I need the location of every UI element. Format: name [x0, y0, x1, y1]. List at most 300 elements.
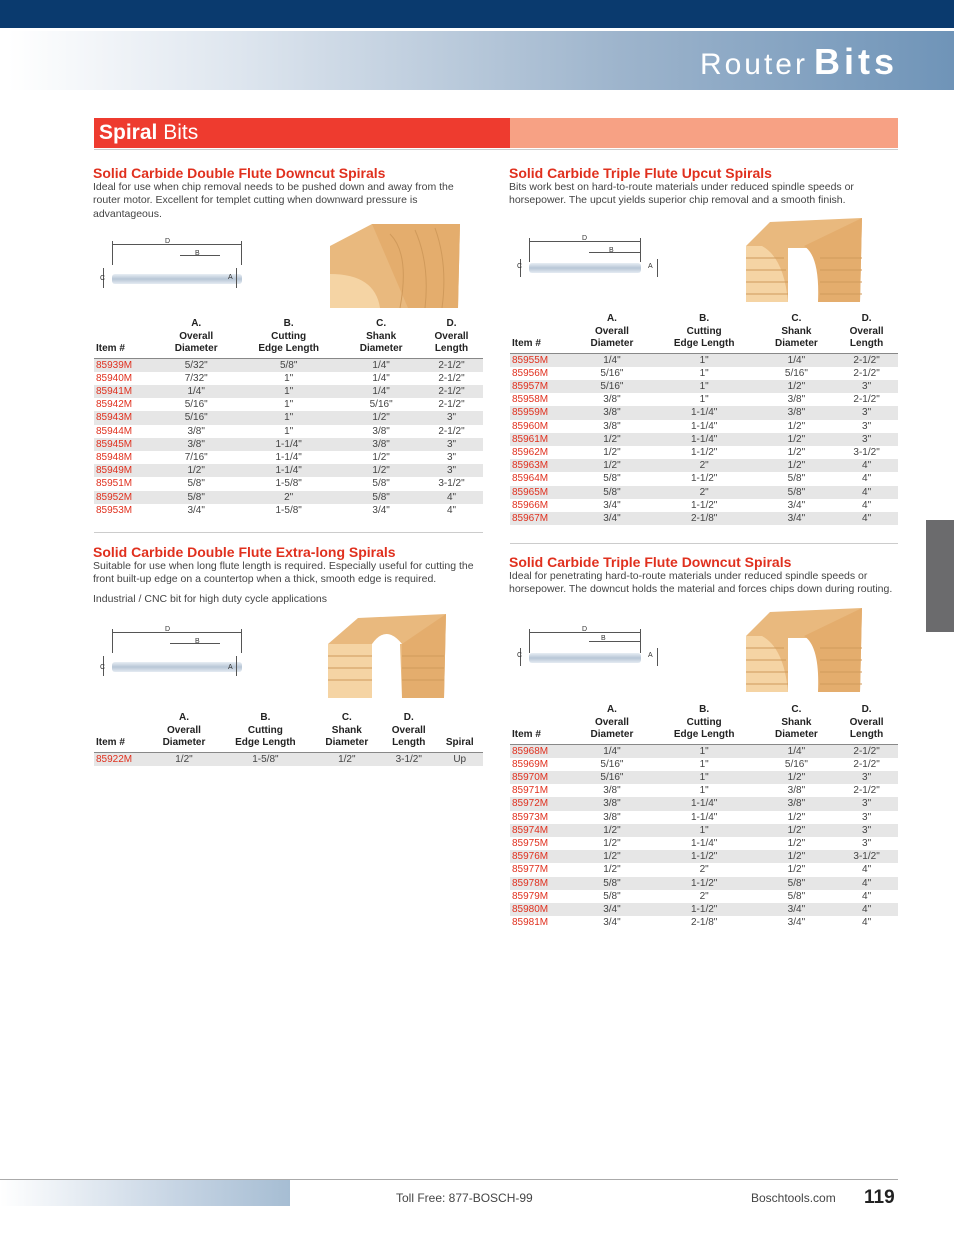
item-number[interactable]: 85972M	[510, 797, 573, 810]
table-cell: 3"	[446, 451, 457, 463]
divider	[94, 149, 898, 150]
table-cell: 1/4"	[157, 385, 235, 398]
spec-table-b1	[94, 318, 483, 517]
table-row	[510, 903, 898, 916]
table-cell: 4"	[862, 473, 872, 485]
table-cell: 5/16"	[784, 758, 808, 770]
table-cell: 1/2"	[787, 864, 806, 876]
table-cell: 3"	[835, 433, 898, 446]
spec-table-b3	[510, 313, 898, 525]
table-cell: 1/2"	[787, 837, 806, 849]
table-row	[510, 811, 898, 824]
table-cell: 1-1/4"	[651, 433, 758, 446]
table-cell: 1/4"	[758, 744, 836, 758]
table-cell: 3/8"	[787, 394, 806, 406]
table-row	[94, 451, 483, 464]
section-title-bold: Spiral	[99, 121, 158, 144]
table-cell: 3/4"	[372, 504, 390, 516]
table-row	[94, 438, 483, 451]
table-cell: 3/8"	[573, 797, 651, 810]
column-header: B. Cutting Edge Length	[673, 704, 735, 740]
table-cell: 1"	[284, 399, 294, 411]
item-number[interactable]: 85961M	[510, 433, 573, 446]
table-cell: 1-1/2"	[651, 903, 758, 916]
table-row	[94, 752, 483, 766]
dim-label-b: B	[195, 250, 200, 257]
table-cell: 3/4"	[758, 512, 836, 525]
dim-label-b: B	[601, 635, 606, 642]
page-number: 119	[864, 1187, 895, 1208]
website-link[interactable]: Boschtools.com	[751, 1191, 836, 1205]
table-cell: 1/4"	[573, 744, 651, 758]
bit-diagram-b1	[95, 238, 245, 292]
item-number[interactable]: 85967M	[510, 512, 573, 525]
table-row	[510, 367, 898, 380]
bit-diagram-b2	[95, 626, 245, 680]
table-cell: 5/8"	[573, 486, 651, 499]
section-title-light: Bits	[163, 121, 199, 144]
table-cell: 3/4"	[787, 917, 806, 929]
table-cell: 1"	[699, 785, 709, 797]
table-cell: 2-1/2"	[853, 758, 880, 770]
table-cell: 1-1/2"	[691, 499, 718, 511]
table-cell: 5/8"	[603, 473, 621, 485]
dim-label-c: C	[517, 652, 523, 659]
column-header: C. Shank Diameter	[359, 318, 403, 354]
table-cell: 5/16"	[184, 399, 208, 411]
item-number[interactable]: 85960M	[512, 420, 549, 432]
dim-label-d: D	[582, 235, 588, 242]
dim-label-d: D	[165, 626, 171, 633]
table-cell: 2-1/2"	[438, 399, 465, 411]
block-title: Solid Carbide Double Flute Extra-long Spirals	[93, 544, 396, 560]
footer-band	[0, 1179, 290, 1206]
table-row	[510, 499, 898, 512]
table-cell: 4"	[835, 459, 898, 472]
spec-table-b2	[94, 712, 483, 766]
table-cell: 2-1/2"	[853, 367, 880, 379]
table-cell: 3/8"	[157, 438, 235, 451]
table-cell: 3/8"	[603, 394, 621, 406]
item-number[interactable]: 85974M	[510, 824, 573, 837]
table-cell: 1/2"	[787, 420, 806, 432]
table-cell: 1/2"	[758, 824, 836, 837]
table-cell: 2-1/2"	[835, 353, 898, 367]
table-cell: 3/8"	[603, 785, 621, 797]
table-cell: 4"	[420, 491, 483, 504]
table-row	[510, 797, 898, 810]
item-number[interactable]: 85940M	[96, 372, 133, 384]
table-cell: 3"	[835, 406, 898, 419]
table-cell: 3-1/2"	[381, 752, 436, 766]
dim-label-a: A	[228, 664, 233, 671]
table-cell: 1"	[699, 758, 709, 770]
item-number[interactable]: 85978M	[510, 877, 573, 890]
footer-divider	[0, 1179, 898, 1180]
table-row	[510, 744, 898, 758]
item-number[interactable]: 85962M	[512, 446, 549, 458]
table-row	[510, 459, 898, 472]
column-header: B. Cutting Edge Length	[258, 318, 319, 354]
item-number[interactable]: 85943M	[94, 411, 157, 424]
table-cell: 1/2"	[758, 380, 836, 393]
item-number[interactable]: 85973M	[512, 811, 549, 823]
table-cell: 1/2"	[150, 752, 218, 766]
table-cell: 2-1/2"	[420, 358, 483, 372]
wood-profile-b3	[746, 218, 864, 304]
item-number[interactable]: 85976M	[510, 850, 573, 863]
item-number[interactable]: 85959M	[510, 406, 573, 419]
item-number[interactable]: 85944M	[96, 425, 133, 437]
table-cell: 5/8"	[787, 473, 806, 485]
table-row	[94, 411, 483, 424]
table-cell: 1/2"	[313, 752, 381, 766]
table-cell: 1/4"	[342, 385, 420, 398]
table-cell: 1-5/8"	[275, 478, 302, 490]
table-cell: 4"	[835, 903, 898, 916]
block-double-flute-extra-long	[93, 544, 482, 606]
table-cell: 3/8"	[787, 785, 806, 797]
section-bar-salmon	[510, 118, 898, 148]
table-cell: 1"	[651, 353, 758, 367]
column-header: A. Overall Diameter	[162, 712, 206, 748]
table-cell: 3/8"	[603, 811, 621, 823]
block-title: Solid Carbide Triple Flute Downcut Spirals	[509, 554, 792, 570]
table-cell: 3"	[862, 837, 872, 849]
dim-label-b: B	[195, 638, 200, 645]
block-title: Solid Carbide Triple Flute Upcut Spirals	[509, 165, 772, 181]
item-number[interactable]: 85977M	[512, 864, 549, 876]
block-triple-flute-upcut	[509, 165, 898, 208]
table-cell: 4"	[835, 486, 898, 499]
table-cell: 1-1/4"	[651, 406, 758, 419]
table-cell: 3-1/2"	[438, 478, 465, 490]
dim-label-c: C	[517, 263, 523, 270]
table-cell: 1"	[651, 824, 758, 837]
table-cell: 4"	[862, 864, 872, 876]
table-cell: 3"	[862, 811, 872, 823]
table-cell: 3"	[835, 797, 898, 810]
table-cell: 2"	[651, 486, 758, 499]
table-header	[94, 712, 483, 752]
section-bar	[94, 118, 898, 148]
page-title-light: Router	[699, 48, 808, 81]
table-cell: 2-1/2"	[853, 394, 880, 406]
table-header	[510, 313, 898, 353]
table-row	[510, 877, 898, 890]
table-cell: 5/8"	[787, 890, 806, 902]
table-cell: 1"	[235, 385, 342, 398]
table-cell: 5/8"	[758, 486, 836, 499]
table-cell: 5/8"	[342, 491, 420, 504]
table-cell: 1"	[284, 372, 294, 384]
table-cell: 5/16"	[600, 367, 624, 379]
column-header: Item #	[96, 343, 125, 354]
table-cell: 5/16"	[573, 771, 651, 784]
table-cell: 4"	[835, 877, 898, 890]
item-number[interactable]: 85953M	[96, 504, 133, 516]
table-cell: 2-1/8"	[691, 917, 718, 929]
table-cell: 5/16"	[600, 758, 624, 770]
table-row	[94, 372, 483, 385]
table-cell: 2-1/2"	[438, 425, 465, 437]
table-cell: 3"	[835, 824, 898, 837]
table-row	[510, 837, 898, 850]
column-header: D. Overall Length	[434, 318, 469, 354]
table-cell: 3"	[420, 438, 483, 451]
item-number[interactable]: 85965M	[510, 486, 573, 499]
item-number[interactable]: 85969M	[512, 758, 549, 770]
table-cell: 5/8"	[187, 478, 205, 490]
item-number[interactable]: 85968M	[510, 744, 573, 758]
table-cell: 1/2"	[342, 464, 420, 477]
table-cell: 5/8"	[573, 877, 651, 890]
table-row	[94, 398, 483, 411]
table-cell: 1-1/4"	[275, 451, 302, 463]
item-number[interactable]: 85981M	[512, 917, 549, 929]
table-row	[510, 512, 898, 525]
table-cell: 1/2"	[603, 864, 621, 876]
table-row	[510, 863, 898, 876]
table-cell: 5/16"	[369, 399, 393, 411]
table-cell: 1/2"	[573, 850, 651, 863]
bit-diagram-b4	[512, 626, 662, 672]
item-number[interactable]: 85948M	[96, 451, 133, 463]
table-cell: 1"	[651, 744, 758, 758]
table-cell: 1/2"	[573, 824, 651, 837]
table-row	[510, 771, 898, 784]
table-cell: 1"	[284, 425, 294, 437]
item-number[interactable]: 85975M	[512, 837, 549, 849]
table-cell: 3"	[420, 464, 483, 477]
table-row	[94, 385, 483, 398]
table-row	[94, 464, 483, 477]
column-header: Spiral	[445, 737, 474, 748]
table-cell: 1-1/4"	[691, 837, 718, 849]
item-number[interactable]: 85952M	[94, 491, 157, 504]
table-cell: 2"	[699, 864, 709, 876]
item-number[interactable]: 85979M	[512, 890, 549, 902]
table-cell: 1-1/4"	[691, 420, 718, 432]
bit-icon	[112, 662, 242, 672]
table-row	[510, 393, 898, 406]
item-number[interactable]: 85955M	[510, 353, 573, 367]
bit-icon	[112, 274, 242, 284]
table-cell: Up	[436, 752, 483, 766]
column-header: C. Shank Diameter	[325, 712, 369, 748]
table-cell: 3-1/2"	[853, 446, 880, 458]
top-color-bar	[0, 0, 954, 28]
table-cell: 2"	[651, 459, 758, 472]
table-cell: 1"	[651, 771, 758, 784]
column-header: A. Overall Diameter	[590, 313, 634, 349]
table-row	[510, 472, 898, 485]
block-title: Solid Carbide Double Flute Downcut Spirals	[93, 165, 386, 181]
block-note: Industrial / CNC bit for high duty cycle applications	[93, 592, 328, 605]
table-cell: 7/32"	[184, 372, 208, 384]
table-row	[510, 380, 898, 393]
table-cell: 1/2"	[758, 850, 836, 863]
table-row	[510, 916, 898, 929]
table-row	[510, 486, 898, 499]
column-header: B. Cutting Edge Length	[235, 712, 296, 748]
wood-profile-b4	[746, 608, 864, 694]
table-row	[510, 758, 898, 771]
item-number[interactable]: 85963M	[510, 459, 573, 472]
item-number[interactable]: 85966M	[512, 499, 549, 511]
column-header: C. Shank Diameter	[775, 704, 818, 740]
table-cell: 1/4"	[342, 358, 420, 372]
table-row	[510, 406, 898, 419]
dim-label-a: A	[228, 274, 233, 281]
table-cell: 1-1/2"	[651, 850, 758, 863]
dim-label-d: D	[582, 626, 588, 633]
table-row	[94, 491, 483, 504]
page-title-bold: Bits	[813, 41, 898, 82]
table-cell: 3/8"	[342, 438, 420, 451]
table-cell: 7/16"	[184, 451, 208, 463]
divider	[94, 532, 483, 533]
table-row	[94, 425, 483, 438]
table-header	[94, 318, 483, 358]
dim-label-a: A	[648, 652, 653, 659]
table-cell: 3/4"	[573, 903, 651, 916]
table-cell: 3/4"	[603, 499, 621, 511]
table-cell: 1/2"	[342, 411, 420, 424]
table-cell: 4"	[862, 499, 872, 511]
item-number[interactable]: 85941M	[94, 385, 157, 398]
column-header: D. Overall Length	[849, 704, 884, 740]
item-number[interactable]: 85956M	[512, 367, 549, 379]
item-number[interactable]: 85970M	[510, 771, 573, 784]
item-number[interactable]: 85922M	[94, 752, 150, 766]
table-row	[510, 850, 898, 863]
table-cell: 3/8"	[603, 420, 621, 432]
column-header: C. Shank Diameter	[775, 313, 818, 349]
table-header	[510, 704, 898, 744]
block-description: Ideal for penetrating hard-to-route materials under reduced spindle speeds or horsepower. The downcut holds the material and forces chips down during routing.	[509, 570, 893, 596]
spec-table-b4	[510, 704, 898, 929]
item-number[interactable]: 85942M	[96, 399, 133, 411]
table-cell: 1/2"	[758, 771, 836, 784]
table-row	[510, 433, 898, 446]
dim-label-b: B	[609, 247, 614, 254]
table-cell: 5/32"	[157, 358, 235, 372]
dim-label-d: D	[165, 238, 171, 245]
item-number[interactable]: 85957M	[510, 380, 573, 393]
table-row	[510, 353, 898, 367]
bit-icon	[529, 653, 641, 663]
column-header: A. Overall Diameter	[590, 704, 634, 740]
table-cell: 1-5/8"	[218, 752, 312, 766]
block-description: Suitable for use when long flute length is required. Especially useful for cutting the front built-up edge on a countertop when a thick, smooth edge is required.	[93, 560, 474, 586]
dim-label-c: C	[100, 275, 106, 282]
table-row	[510, 784, 898, 797]
table-row	[94, 358, 483, 372]
column-header: Item #	[512, 338, 541, 349]
block-triple-flute-downcut	[509, 554, 898, 597]
table-cell: 1-1/4"	[691, 811, 718, 823]
item-number[interactable]: 85949M	[94, 464, 157, 477]
table-cell: 5/8"	[758, 877, 836, 890]
table-cell: 5/8"	[235, 358, 342, 372]
block-description: Ideal for use when chip removal needs to be pushed down and away from the router motor. Excellent for templet cutting when downward pressure is advantageous.	[93, 181, 454, 220]
table-cell: 3"	[862, 420, 872, 432]
table-cell: 4"	[446, 504, 457, 516]
toll-free-number: Toll Free: 877-BOSCH-99	[396, 1191, 533, 1205]
table-cell: 1/4"	[372, 372, 390, 384]
column-header: Item #	[96, 737, 125, 748]
table-cell: 3/8"	[758, 406, 836, 419]
table-cell: 3/4"	[187, 504, 205, 516]
table-row	[94, 504, 483, 517]
block-description: Bits work best on hard-to-route materials under reduced spindle speeds or horsepower. The upcut yields superior chip removal and a smooth finish.	[509, 181, 854, 207]
table-cell: 1"	[699, 367, 709, 379]
table-cell: 1"	[235, 411, 342, 424]
table-row	[510, 890, 898, 903]
table-cell: 1/2"	[787, 446, 806, 458]
table-row	[510, 446, 898, 459]
table-cell: 3"	[835, 771, 898, 784]
item-number[interactable]: 85958M	[512, 394, 549, 406]
item-number[interactable]: 85964M	[512, 473, 549, 485]
table-cell: 1/2"	[758, 459, 836, 472]
table-cell: 5/16"	[784, 367, 808, 379]
block-double-flute-downcut	[93, 165, 482, 221]
table-cell: 1/4"	[758, 353, 836, 367]
table-cell: 1/2"	[787, 811, 806, 823]
page-title	[700, 41, 898, 83]
divider	[510, 543, 898, 544]
table-cell: 3/8"	[372, 425, 390, 437]
table-cell: 1/4"	[573, 353, 651, 367]
table-cell: 3"	[420, 411, 483, 424]
column-header: D. Overall Length	[391, 712, 426, 748]
table-cell: 1/2"	[603, 837, 621, 849]
item-number[interactable]: 85971M	[512, 785, 549, 797]
table-row	[510, 420, 898, 433]
table-cell: 1-1/2"	[691, 446, 718, 458]
item-number[interactable]: 85939M	[94, 358, 157, 372]
table-cell: 1"	[699, 394, 709, 406]
side-tab	[926, 520, 954, 632]
table-cell: 2"	[235, 491, 342, 504]
table-row	[94, 477, 483, 490]
table-cell: 3/8"	[758, 797, 836, 810]
item-number[interactable]: 85951M	[96, 478, 133, 490]
table-cell: 1-1/4"	[235, 438, 342, 451]
dim-label-c: C	[100, 664, 106, 671]
table-cell: 2-1/2"	[438, 372, 465, 384]
table-cell: 2-1/2"	[853, 785, 880, 797]
item-number[interactable]: 85945M	[94, 438, 157, 451]
table-cell: 1-1/2"	[651, 877, 758, 890]
table-cell: 4"	[862, 917, 872, 929]
column-header: D. Overall Length	[849, 313, 884, 349]
table-cell: 3-1/2"	[835, 850, 898, 863]
dim-label-a: A	[648, 263, 653, 270]
table-cell: 5/8"	[603, 890, 621, 902]
table-cell: 1-1/4"	[651, 797, 758, 810]
table-cell: 1-1/4"	[235, 464, 342, 477]
wood-profile-b2	[328, 614, 448, 698]
item-number[interactable]: 85980M	[510, 903, 573, 916]
table-row	[510, 824, 898, 837]
table-cell: 2-1/2"	[420, 385, 483, 398]
table-cell: 4"	[862, 890, 872, 902]
table-cell: 3/4"	[787, 499, 806, 511]
column-header: A. Overall Diameter	[174, 318, 218, 354]
